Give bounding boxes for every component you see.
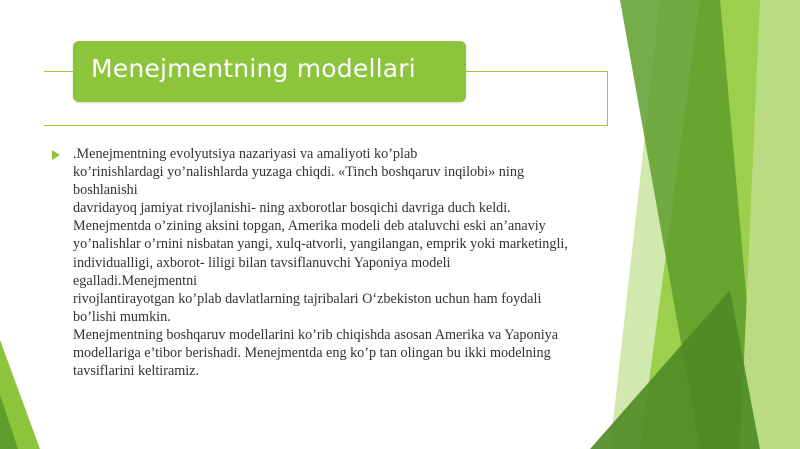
body-line: .Menejmentning evolyutsiya nazariyasi va amaliyoti ko’plab — [73, 146, 418, 162]
body-line: rivojlantirayotgan ko’plab davlatlarning tajribalari O‘zbekiston uchun ham foydali — [73, 290, 542, 307]
bullet-arrow-icon — [52, 150, 60, 160]
body-line: boshlanishi — [73, 182, 138, 199]
slide-title: Menejmentning modellari — [91, 54, 416, 83]
body-line: tavsiflarini keltiramiz. — [73, 363, 200, 380]
body-line: individualligi, axborot- liligi bilan tavsiflanuvchi Yaponiya modeli — [73, 254, 451, 271]
body-line: Menejmentning boshqaruv modellarini ko’rib chiqishda asosan Amerika va Yaponiya — [73, 326, 559, 343]
body-line: yo’nalishlar o’rnini nisbatan yangi, xulq-atvorli, yangilangan, emprik yoki marketingli, — [73, 236, 568, 253]
slide-body — [73, 145, 613, 380]
title-box — [73, 41, 466, 102]
body-line: Menejmentda o’zining aksini topgan, Amerika modeli deb ataluvchi eski an’anaviy — [73, 218, 546, 235]
body-line: davridayoq jamiyat rivojlanishi- ning axborotlar bosqichi davriga duch keldi. — [73, 200, 511, 217]
body-line: egalladi.Menejmentni — [73, 272, 198, 289]
body-line: bo’lishi mumkin. — [73, 308, 171, 325]
body-line: modellariga e’tibor berishadi. Menejmentda eng ko’p tan olingan bu ikki modelning — [73, 345, 551, 362]
body-line: ko’rinishlardagi yo’nalishlarda yuzaga chiqdi. «Tinch boshqaruv inqilobi» ning — [73, 164, 525, 181]
